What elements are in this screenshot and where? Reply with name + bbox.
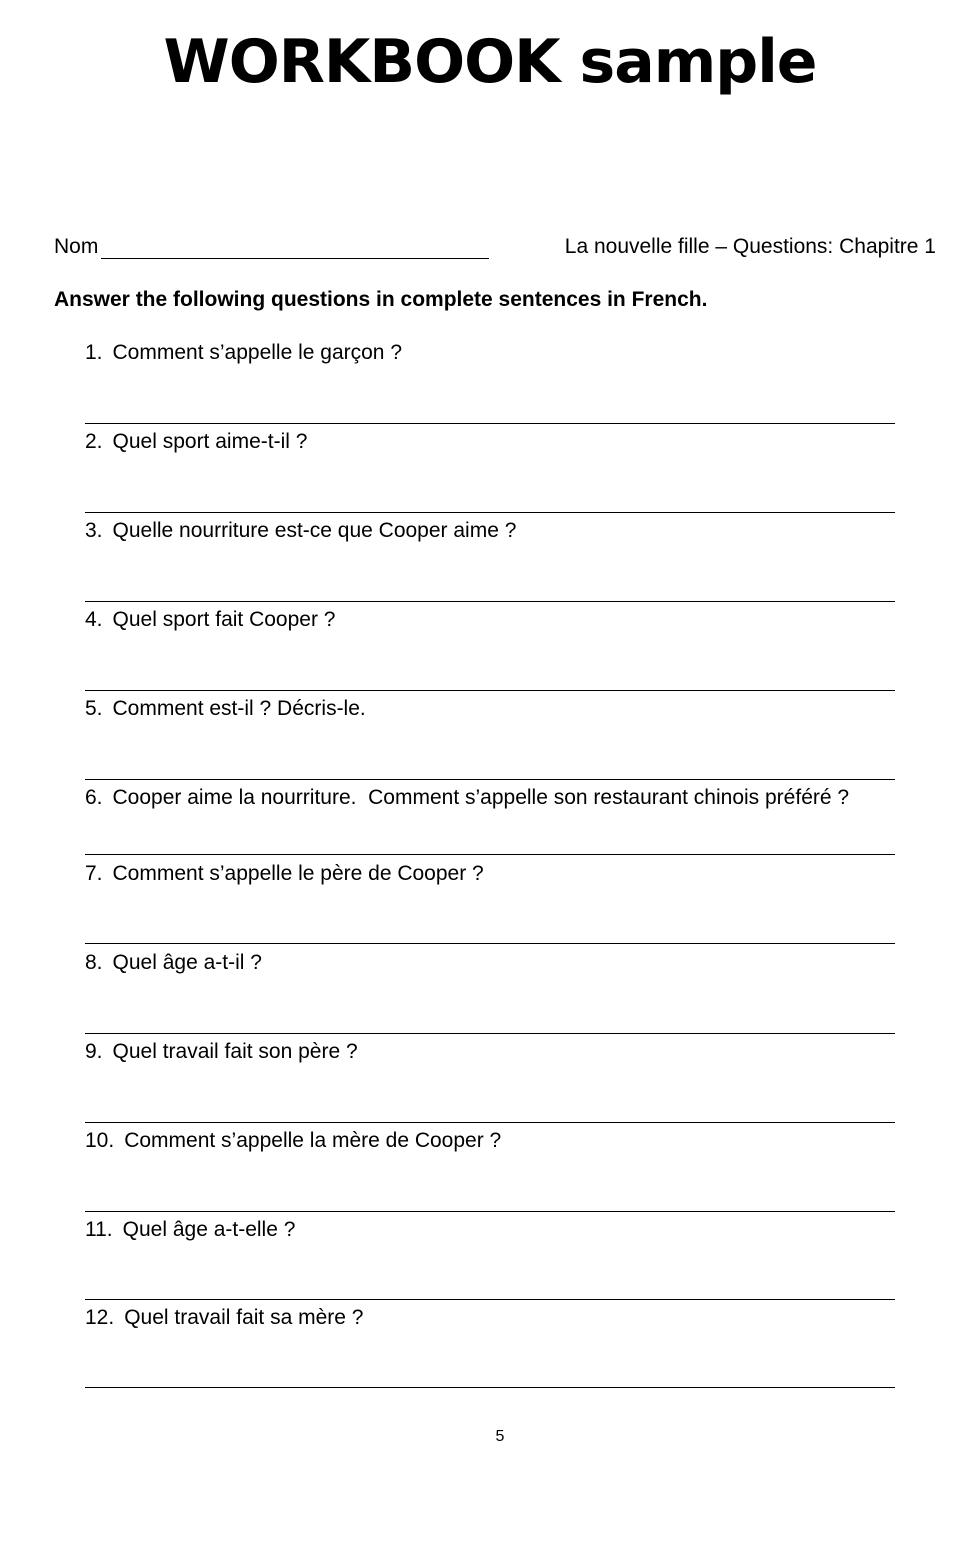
question-number: 9. [85,1040,103,1063]
question-text: Quel âge a-t-elle ? [122,1218,296,1241]
question-11 [85,1216,905,1244]
question-3 [85,517,905,545]
answer-line-5[interactable] [85,779,895,780]
question-number: 5. [85,697,103,720]
name-answer-line[interactable] [101,258,489,259]
question-1 [85,339,905,367]
answer-line-1[interactable] [85,423,895,424]
answer-line-10[interactable] [85,1211,895,1212]
question-text: Comment est-il ? Décris-le. [112,697,366,720]
question-number: 3. [85,519,103,542]
question-7 [85,860,905,888]
question-number: 7. [85,862,103,885]
page-number: 5 [495,1428,505,1445]
question-text: Cooper aime la nourriture. Comment s’appelle son restaurant chinois préféré ? [112,786,850,809]
question-text: Quel sport aime-t-il ? [112,430,308,453]
name-label: Nom [54,235,99,258]
question-number: 12. [85,1306,115,1329]
question-text: Quel travail fait sa mère ? [124,1306,364,1329]
question-10 [85,1127,905,1155]
question-2 [85,428,905,456]
question-text: Comment s’appelle le père de Cooper ? [112,862,484,885]
answer-line-6[interactable] [85,854,895,855]
answer-line-12[interactable] [85,1387,895,1388]
question-number: 8. [85,951,103,974]
question-12 [85,1304,905,1332]
question-text: Comment s’appelle le garçon ? [112,341,403,364]
question-5 [85,695,905,723]
question-text: Comment s’appelle la mère de Cooper ? [124,1129,502,1152]
question-text: Quel sport fait Cooper ? [112,608,336,631]
answer-line-8[interactable] [85,1033,895,1034]
question-6 [85,784,905,812]
answer-line-3[interactable] [85,601,895,602]
question-4 [85,606,905,634]
question-number: 1. [85,341,103,364]
answer-line-9[interactable] [85,1122,895,1123]
answer-line-7[interactable] [85,943,895,944]
question-9 [85,1038,905,1066]
worksheet-title: La nouvelle fille – Questions: Chapitre 1 [564,235,936,258]
page-title: WORKBOOK sample [163,27,817,97]
answer-line-11[interactable] [85,1299,895,1300]
question-text: Quel travail fait son père ? [112,1040,358,1063]
question-number: 2. [85,430,103,453]
question-text: Quelle nourriture est-ce que Cooper aime ? [112,519,517,542]
answer-line-2[interactable] [85,512,895,513]
question-number: 4. [85,608,103,631]
worksheet-header [54,233,938,263]
question-8 [85,949,905,977]
question-number: 11. [85,1218,113,1241]
question-text: Quel âge a-t-il ? [112,951,262,974]
instructions: Answer the following questions in complete sentences in French. [54,288,708,311]
question-number: 10. [85,1129,115,1152]
question-number: 6. [85,786,103,809]
answer-line-4[interactable] [85,690,895,691]
